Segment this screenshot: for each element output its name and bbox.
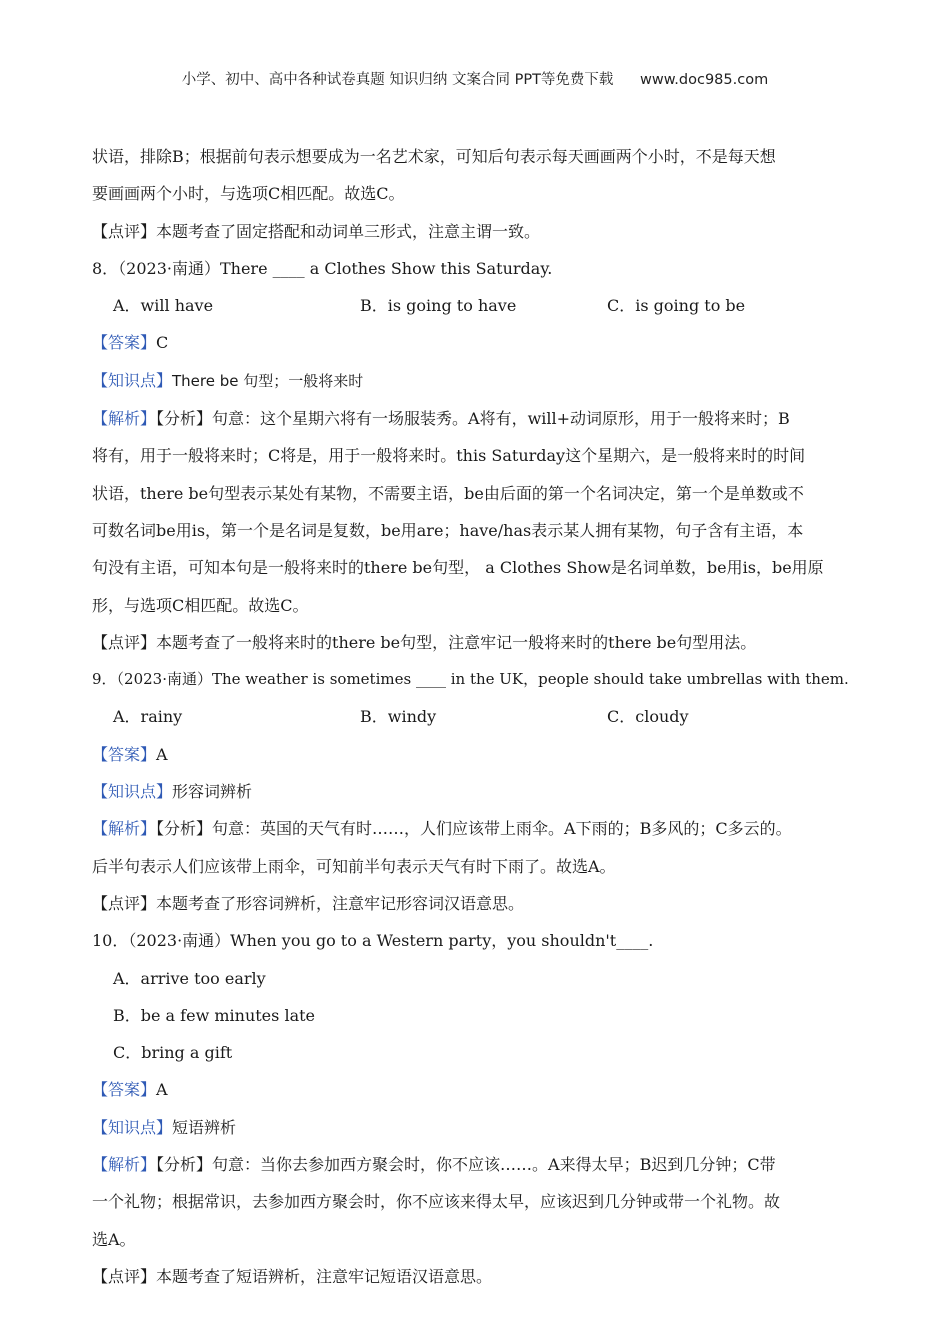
- q9-review: [92, 885, 867, 922]
- q9-answer: [92, 736, 867, 773]
- q8-analysis-line: [92, 400, 867, 437]
- q8-analysis-line: 将有，用于一般将来时；C将是，用于一般将来时。this Saturday这个星期六，是一般将来时的时间: [92, 446, 806, 466]
- q10-review: [92, 1258, 867, 1295]
- review-tag: 【点评】: [92, 221, 157, 241]
- review-tag: 【点评】: [92, 1266, 157, 1286]
- review-text: 本题考查了一般将来时的there be句型，注意牢记一般将来时的there be句型用法。: [156, 632, 757, 652]
- continuation-line-1: 状语，排除B；根据前句表示想要成为一名艺术家，可知后句表示每天画画两个小时，不是每天想: [92, 147, 776, 166]
- q8-option-a: A．will have: [113, 296, 214, 316]
- q9-option-b: B．windy: [360, 707, 437, 727]
- q8-review: [92, 624, 867, 661]
- header-site: www.doc985.com: [640, 72, 769, 88]
- continuation-line-2: 要画画两个小时，与选项C相匹配。故选C。: [92, 184, 405, 204]
- q8-analysis-line: 句没有主语，可知本句是一般将来时的there be句型， a Clothes Show是名词单数，be用is，be用原: [92, 558, 824, 578]
- review-text: 本题考查了形容词辨析，注意牢记形容词汉语意思。: [156, 893, 525, 913]
- document-body: [92, 138, 867, 1295]
- q10-analysis-line: [92, 1146, 867, 1183]
- q9-options: [92, 698, 867, 735]
- q8-knowledge-point: [92, 362, 867, 400]
- analysis-text: 【分析】句意：当你去参加西方聚会时，你不应该……。A来得太早；B迟到几分钟；C带: [156, 1155, 776, 1175]
- q10-knowledge-point: [92, 1109, 867, 1146]
- analysis-text: 【分析】句意：英国的天气有时……，人们应该带上雨伞。A下雨的；B多风的；C多云的。: [156, 819, 792, 839]
- knowledge-tag: 【知识点】: [92, 1117, 173, 1137]
- answer-tag: 【答案】: [92, 1080, 157, 1100]
- knowledge-tag: 【知识点】: [92, 782, 173, 802]
- q8-analysis-line: 状语，there be句型表示某处有某物，不需要主语，be由后面的第一个名词决定，第一个是单数或不: [92, 483, 804, 503]
- q8-option-c: C．is going to be: [607, 296, 746, 316]
- q9-analysis-line: [92, 810, 867, 847]
- q8-option-b: B．is going to have: [360, 296, 517, 316]
- analysis-tag: 【解析】: [92, 409, 157, 429]
- previous-review: [92, 213, 867, 250]
- analysis-tag: 【解析】: [92, 819, 157, 839]
- q10-option-c: C．bring a gift: [113, 1043, 233, 1063]
- answer-value: A: [156, 744, 168, 764]
- q10-stem: 10．（2023·南通）When you go to a Western party，you shouldn't____.: [92, 931, 654, 951]
- q8-answer: [92, 324, 867, 361]
- q8-stem: 8．（2023·南通）There ____ a Clothes Show this Saturday.: [92, 258, 553, 278]
- knowledge-tag: 【知识点】: [92, 370, 173, 390]
- page-header: [0, 68, 950, 89]
- q8-options: [92, 287, 867, 324]
- answer-tag: 【答案】: [92, 333, 157, 353]
- knowledge-text: There be 句型；一般将来时: [172, 371, 364, 390]
- q10-answer: [92, 1071, 867, 1108]
- review-text: 本题考查了固定搭配和动词单三形式，注意主谓一致。: [156, 221, 541, 241]
- review-tag: 【点评】: [92, 632, 157, 652]
- q10-option-b: B．be a few minutes late: [113, 1005, 316, 1025]
- knowledge-text: 短语辨析: [172, 1117, 237, 1137]
- q8-analysis-line: 可数名词be用is，第一个是名词是复数，be用are；have/has表示某人拥有某物，句子含有主语，本: [92, 520, 804, 540]
- answer-tag: 【答案】: [92, 744, 157, 764]
- q9-analysis-line: 后半句表示人们应该带上雨伞，可知前半句表示天气有时下雨了。故选A。: [92, 856, 616, 876]
- q9-option-c: C．cloudy: [607, 707, 689, 727]
- q9-knowledge-point: [92, 773, 867, 810]
- answer-value: C: [156, 333, 169, 353]
- q10-option-a: A．arrive too early: [113, 968, 266, 988]
- analysis-text: 【分析】句意：这个星期六将有一场服装秀。A将有，will+动词原形，用于一般将来时；B: [156, 409, 790, 429]
- answer-value: A: [156, 1080, 168, 1100]
- review-tag: 【点评】: [92, 893, 157, 913]
- q8-analysis-line: 形，与选项C相匹配。故选C。: [92, 595, 309, 615]
- header-text: 小学、初中、高中各种试卷真题 知识归纳 文案合同 PPT等免费下载: [181, 72, 614, 88]
- q10-analysis-line: 一个礼物；根据常识，去参加西方聚会时，你不应该来得太早，应该迟到几分钟或带一个礼物。故: [92, 1192, 781, 1212]
- q9-option-a: A．rainy: [113, 707, 183, 727]
- q10-analysis-line: 选A。: [92, 1229, 136, 1249]
- analysis-tag: 【解析】: [92, 1155, 157, 1175]
- q9-stem: 9．（2023·南通）The weather is sometimes ____ in the UK，people should take umbrellas with them.: [92, 670, 849, 689]
- knowledge-text: 形容词辨析: [172, 782, 253, 802]
- review-text: 本题考查了短语辨析，注意牢记短语汉语意思。: [156, 1266, 493, 1286]
